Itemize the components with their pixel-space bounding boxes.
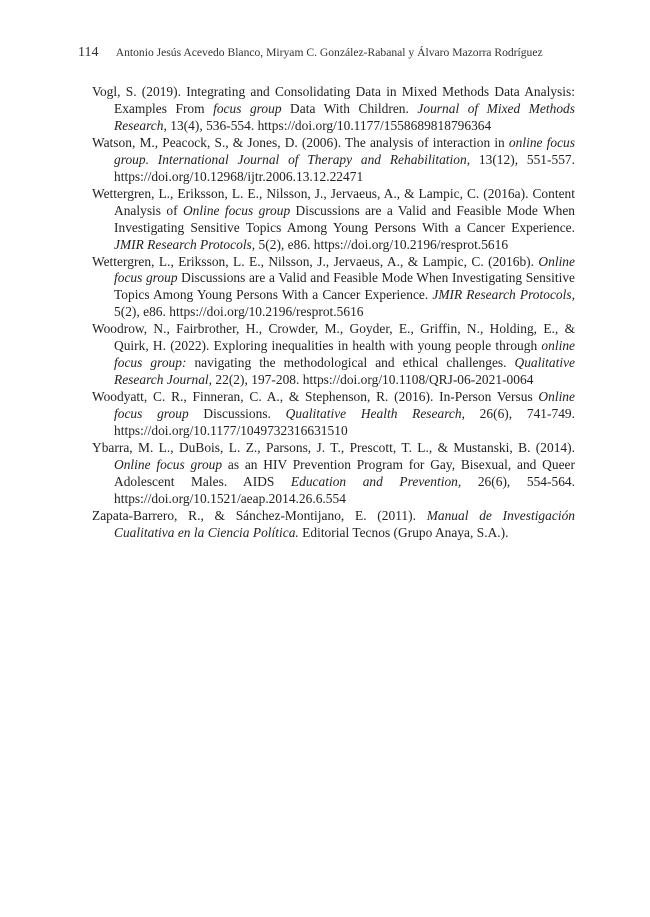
page-number: 114 <box>78 45 99 60</box>
reference-entry: Wettergren, L., Eriksson, L. E., Nilsson, J., Jervaeus, A., & Lampic, C. (2016b). Online focus group Discussions are a Valid and Feasible Mode When Investigating Sensitive Topics Among Young Persons With a Cancer Experience. JMIR Research Protocols, 5(2), e86. https://doi.org/10.2196/resprot.5616 <box>92 253 575 320</box>
reference-entry: Watson, M., Peacock, S., & Jones, D. (2006). The analysis of interaction in online focus group. International Journal of Therapy and Rehabilitation, 13(12), 551-557. https://doi.org/10.12968/ijtr.2006.13.12.22471 <box>92 134 576 184</box>
reference-entry: Ybarra, M. L., DuBois, L. Z., Parsons, J. T., Prescott, T. L., & Mustanski, B. (2014). Online focus group as an HIV Prevention Program for Gay, Bisexual, and Queer Adolescent Males. AIDS Education and Prevention, 26(6), 554-564. https://doi.org/10.1521/aeap.2014.26.6.554 <box>92 440 575 506</box>
reference-list <box>92 84 575 542</box>
reference-entry: Woodyatt, C. R., Finneran, C. A., & Stephenson, R. (2016). In-Person Versus Online focus group Discussions. Qualitative Health Research, 26(6), 741-749. https://doi.org/10.1177/1049732316631510 <box>92 389 575 439</box>
running-header <box>78 44 578 61</box>
header-authors: Antonio Jesús Acevedo Blanco, Miryam C. González-Rabanal y Álvaro Mazorra Rodríguez <box>115 46 543 59</box>
reference-entry: Zapata-Barrero, R., & Sánchez-Montijano, E. (2011). Manual de Investigación Cualitativa en la Ciencia Política. Editorial Tecnos (Grupo Anaya, S.A.). <box>92 507 575 540</box>
reference-entry: Vogl, S. (2019). Integrating and Consolidating Data in Mixed Methods Data Analysis: Examples From focus group Data With Children. Journal of Mixed Methods Research, 13(4), 536-554. https://doi.org/10.1177/1558689818796364 <box>92 84 575 133</box>
reference-entry: Wettergren, L., Eriksson, L. E., Nilsson, J., Jervaeus, A., & Lampic, C. (2016a). Content Analysis of Online focus group Discussions are a Valid and Feasible Mode When Investigating Sensitive Topics Among Young Persons With a Cancer Experience. JMIR Research Protocols, 5(2), e86. https://doi.org/10.2196/resprot.5616 <box>92 185 575 252</box>
reference-entry: Woodrow, N., Fairbrother, H., Crowder, M., Goyder, E., Griffin, N., Holding, E., & Quirk, H. (2022). Exploring inequalities in health with young people through online focus group: navigating the methodological and ethical challenges. Qualitative Research Journal, 22(2), 197-208. https://doi.org/10.1108/QRJ-06-2021-0064 <box>92 321 575 388</box>
